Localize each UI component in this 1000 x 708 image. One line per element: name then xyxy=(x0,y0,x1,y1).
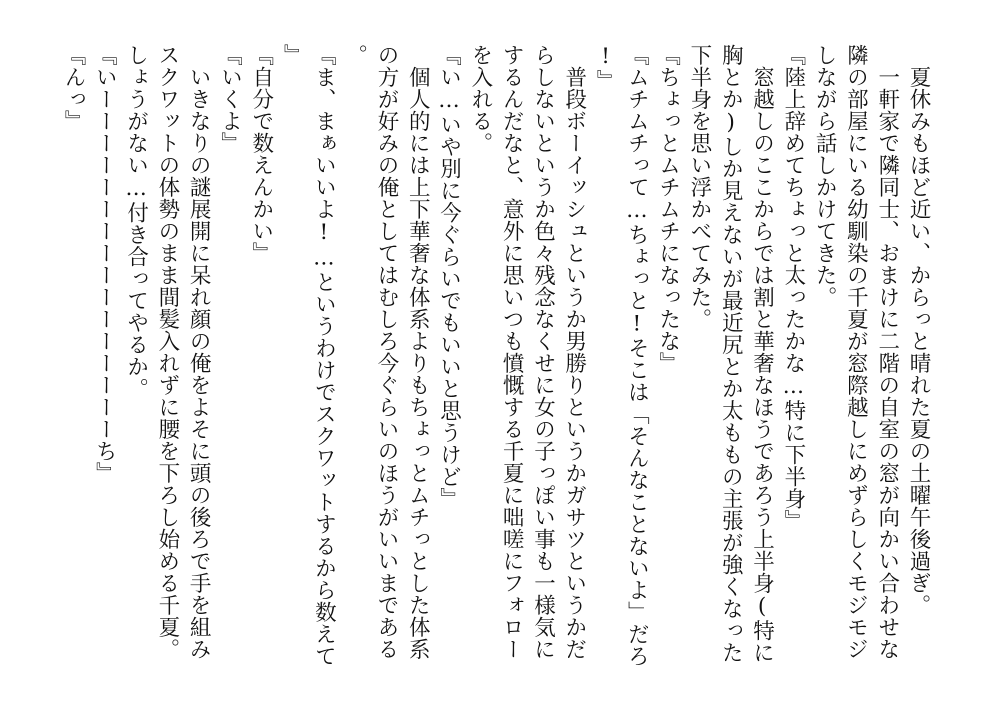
paragraph: 『いくよ』 xyxy=(217,44,243,154)
paragraph: 一軒家で隣同士、おまけに二階の自室の窓が向かい合わせな隣の部屋にいる幼馴染の千夏が窓際越しにめずらしくモジモジしながら話しかけてきた。 xyxy=(812,44,900,660)
paragraph: いきなりの謎展開に呆れ顔の俺をよそに頭の後ろで手を組みスクワットの体勢のまま間髪入れずに腰を下ろし始める千夏。しょうがない…付き合ってやるか。 xyxy=(123,44,212,660)
paragraph: 『ま、まぁいいよ!…というわけでスクワットするから数えて』 xyxy=(280,44,337,667)
paragraph: 『陸上辞めてちょっと太ったかな…特に下半身』 xyxy=(780,44,806,532)
paragraph: 『ちょっとムチムチになったな』 xyxy=(655,44,681,374)
paragraph: 窓越しのここからでは割と華奢なほうであろう上半身(特に胸とか)しか見えないが最近尻とか太ももの主張が強くなった下半身を思い浮かべてみた。 xyxy=(686,44,775,664)
paragraph: 夏休みもほど近い、からっと晴れた夏の土曜午後過ぎ。 xyxy=(906,65,931,616)
paragraph: 『ムチムチって…ちょっと!そこは「そんなことないよ」だろ!』 xyxy=(593,44,650,667)
paragraph: 普段ボーイッシュというか男勝りというかガサツというかだらしないというか色々残念なくせに女の子っぽい事も一様気にするんだなと、意外に思いつも憤慨する千夏に咄嗟にフォローを入れる。 xyxy=(467,44,587,660)
paragraph: 『い…いや別に今ぐらいでもいいと思うけど』 xyxy=(436,44,462,510)
paragraph: 『んっ』 xyxy=(60,44,86,132)
paragraph: 『いーーーーーーーーーーーーーーーーち』 xyxy=(92,44,118,484)
vertical-text-body xyxy=(58,44,934,674)
paragraph: 『自分で数えんかい』 xyxy=(248,44,274,264)
paragraph: 個人的には上下華奢な体系よりもちょっとムチっとした体系の方が好みの俺としてはむしろ今ぐらいのほうがいいまである。 xyxy=(342,44,431,660)
